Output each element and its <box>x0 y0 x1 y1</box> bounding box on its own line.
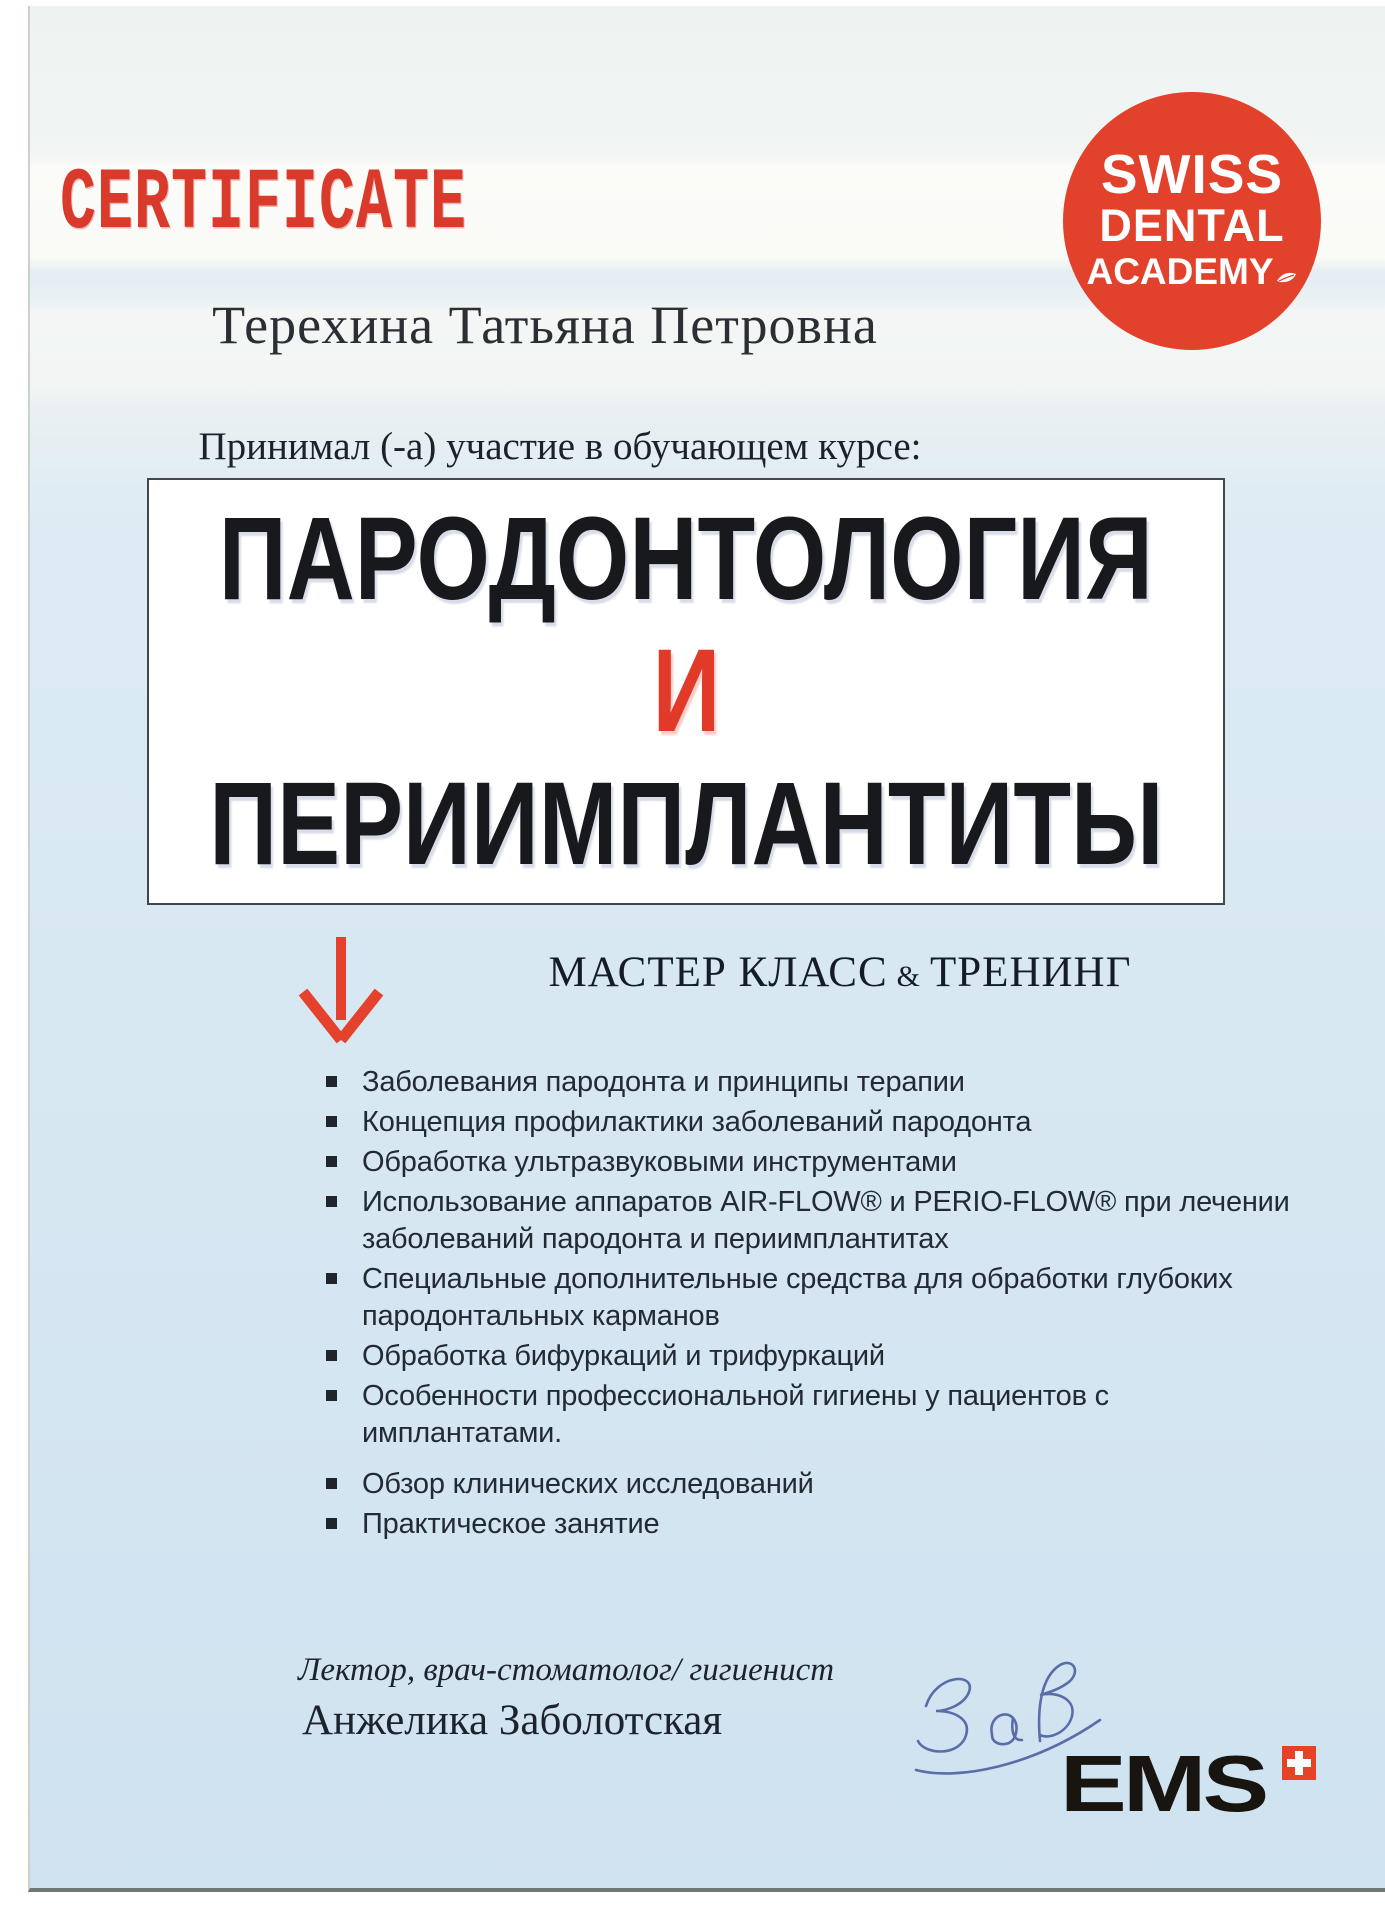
topic-item: Обработка бифуркаций и трифуркаций <box>325 1338 1225 1375</box>
leaf-icon <box>1276 254 1298 297</box>
course-title-line2: И <box>652 625 720 758</box>
certificate-page <box>28 6 1385 1892</box>
red-down-arrow-icon <box>295 934 387 1057</box>
recipient-name: Терехина Татьяна Петровна <box>212 295 878 355</box>
topic-item: Обзор клинических исследований <box>325 1466 1225 1503</box>
subtitle-left: МАСТЕР КЛАСС <box>548 949 888 996</box>
swiss-cross-icon <box>1282 1746 1316 1785</box>
ems-logo <box>1060 1739 1340 1828</box>
topic-item: Практическое занятие <box>325 1506 1225 1543</box>
topic-item: Особенности профессиональной гигиены у пациентов с имплантатами. <box>325 1378 1225 1452</box>
subtitle-ampersand: & <box>896 960 921 993</box>
certificate-title: CERTIFICATE <box>60 156 468 255</box>
course-title-line3: ПЕРИИМПЛАНТИТЫ <box>208 757 1164 890</box>
topic-item: Заболевания пародонта и принципы терапии <box>325 1064 1225 1101</box>
topics-list <box>325 1064 1290 1546</box>
topic-item: Обработка ультразвуковыми инструментами <box>325 1144 1225 1181</box>
subtitle-right: ТРЕНИНГ <box>930 949 1132 996</box>
ems-logo-text: EMS <box>1060 1739 1266 1828</box>
course-subtitle <box>380 948 1300 997</box>
topic-item: Использование аппаратов AIR-FLOW® и PERIO-FLOW® при лечении заболеваний пародонта и периимплантитах <box>325 1184 1225 1258</box>
topic-item: Концепция профилактики заболеваний пародонта <box>325 1104 1225 1141</box>
topic-item: Специальные дополнительные средства для обработки глубоких пародонтальных карманов <box>325 1261 1225 1335</box>
logo-line-swiss: SWISS <box>1100 142 1284 205</box>
course-title-line1: ПАРОДОНТОЛОГИЯ <box>218 493 1154 626</box>
swiss-dental-academy-logo <box>1063 92 1321 350</box>
lecturer-role: Лектор, врач-стоматолог/ гигиенист <box>298 1652 835 1688</box>
intro-text: Принимал (-а) участие в обучающем курсе: <box>198 425 922 468</box>
course-title-box <box>147 478 1225 905</box>
logo-line-academy: ACADEMY <box>1086 250 1274 292</box>
logo-line-dental: DENTAL <box>1099 199 1285 251</box>
lecturer-name: Анжелика Заболотская <box>302 1697 723 1744</box>
